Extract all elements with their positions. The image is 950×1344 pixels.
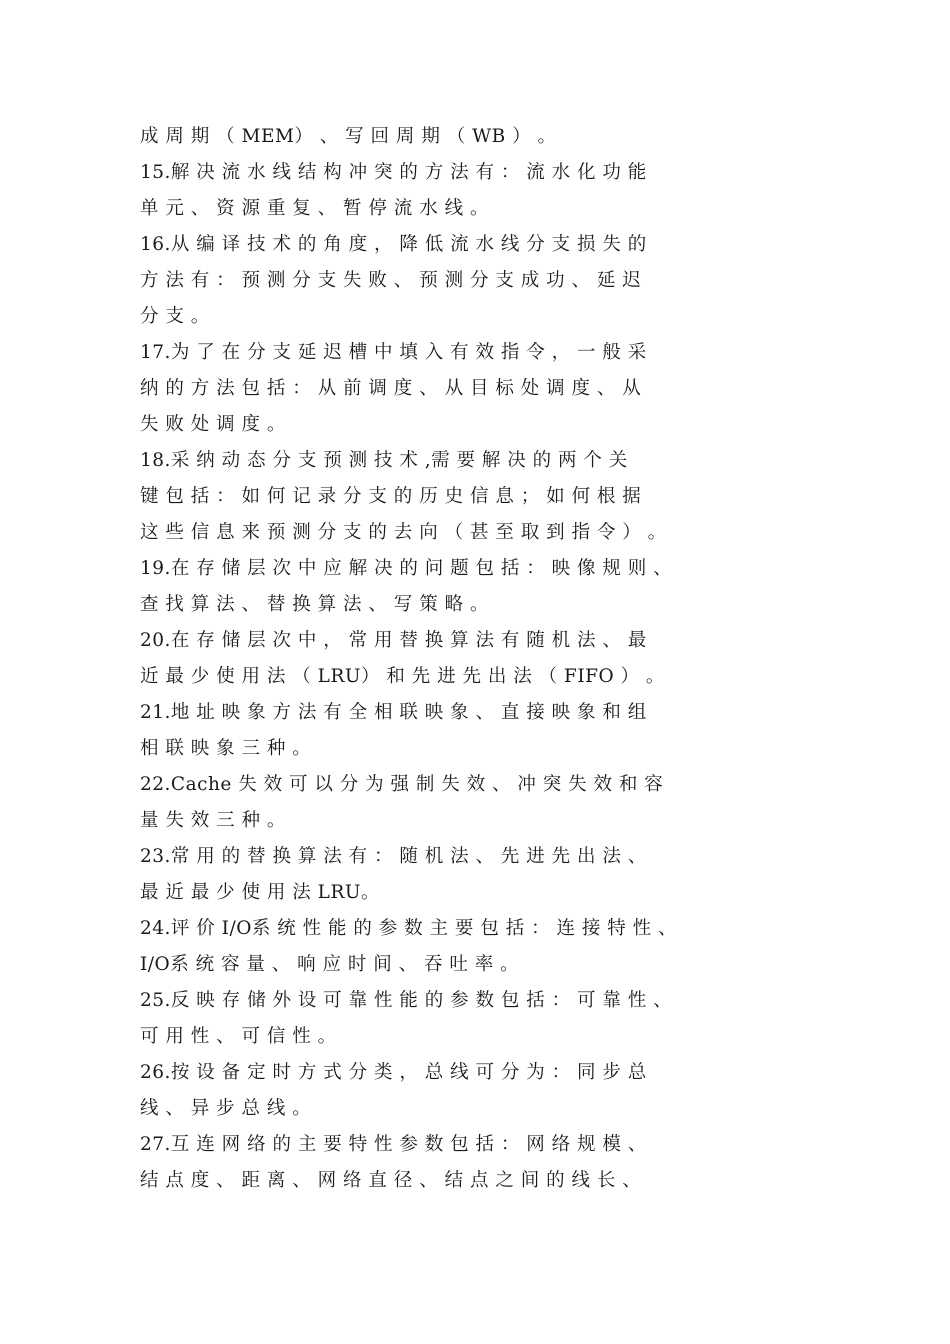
text-line: 17.为 了 在 分 支 延 迟 槽 中 填 入 有 效 指 令 ， 一 般 采 [140,342,647,363]
document-body [140,119,840,1199]
text-line: 成 周 期 （ MEM） 、 写 回 周 期 （ WB ） 。 [140,126,557,147]
text-line: 16.从 编 译 技 术 的 角 度 ， 降 低 流 水 线 分 支 损 失 的 [140,234,647,255]
text-line: 查 找 算 法 、 替 换 算 法 、 写 策 略 。 [140,594,489,615]
text-line: 18.采 纳 动 态 分 支 预 测 技 术 ,需 要 解 决 的 两 个 关 [140,450,628,471]
text-line: 分 支 。 [140,306,210,327]
text-line: 相 联 映 象 三 种 。 [140,738,312,759]
text-line: 21.地 址 映 象 方 法 有 全 相 联 映 象 、 直 接 映 象 和 组 [140,702,647,723]
text-line: 近 最 少 使 用 法 （ LRU） 和 先 进 先 出 法 （ FIFO ） 。 [140,666,665,687]
text-line: 方 法 有 ： 预 测 分 支 失 败 、 预 测 分 支 成 功 、 延 迟 [140,270,642,291]
text-line: 24.评 价 I/O系 统 性 能 的 参 数 主 要 包 括 ： 连 接 特 性 、 [140,918,677,939]
text-line: 可 用 性 、 可 信 性 。 [140,1026,337,1047]
text-line: 最 近 最 少 使 用 法 LRU。 [140,882,380,903]
text-line: I/O系 统 容 量 、 响 应 时 间 、 吞 吐 率 。 [140,954,520,975]
text-line: 失 败 处 调 度 。 [140,414,286,435]
text-line: 23.常 用 的 替 换 算 法 有 ： 随 机 法 、 先 进 先 出 法 、 [140,846,647,867]
text-line: 量 失 效 三 种 。 [140,810,286,831]
text-line: 线 、 异 步 总 线 。 [140,1098,312,1119]
text-line: 22.Cache 失 效 可 以 分 为 强 制 失 效 、 冲 突 失 效 和 容 [140,774,664,795]
text-line: 27.互 连 网 络 的 主 要 特 性 参 数 包 括 ： 网 络 规 模 、 [140,1134,647,1155]
text-line: 19.在 存 储 层 次 中 应 解 决 的 问 题 包 括 ： 映 像 规 则 、 [140,558,673,579]
text-line: 纳 的 方 法 包 括 ： 从 前 调 度 、 从 目 标 处 调 度 、 从 [140,378,642,399]
text-line: 结 点 度 、 距 离 、 网 络 直 径 、 结 点 之 间 的 线 长 、 [140,1170,642,1191]
text-line: 26.按 设 备 定 时 方 式 分 类 ， 总 线 可 分 为 ： 同 步 总 [140,1062,647,1083]
text-line: 20.在 存 储 层 次 中 ， 常 用 替 换 算 法 有 随 机 法 、 最 [140,630,647,651]
text-line: 单 元 、 资 源 重 复 、 暂 停 流 水 线 。 [140,198,489,219]
text-line: 25.反 映 存 储 外 设 可 靠 性 能 的 参 数 包 括 ： 可 靠 性 、 [140,990,673,1011]
text-line: 15.解 决 流 水 线 结 构 冲 突 的 方 法 有 ： 流 水 化 功 能 [140,162,647,183]
text-line: 键 包 括 ： 如 何 记 录 分 支 的 历 史 信 息 ； 如 何 根 据 [140,486,642,507]
text-line: 这 些 信 息 来 预 测 分 支 的 去 向 （ 甚 至 取 到 指 令 ） 。 [140,522,667,543]
